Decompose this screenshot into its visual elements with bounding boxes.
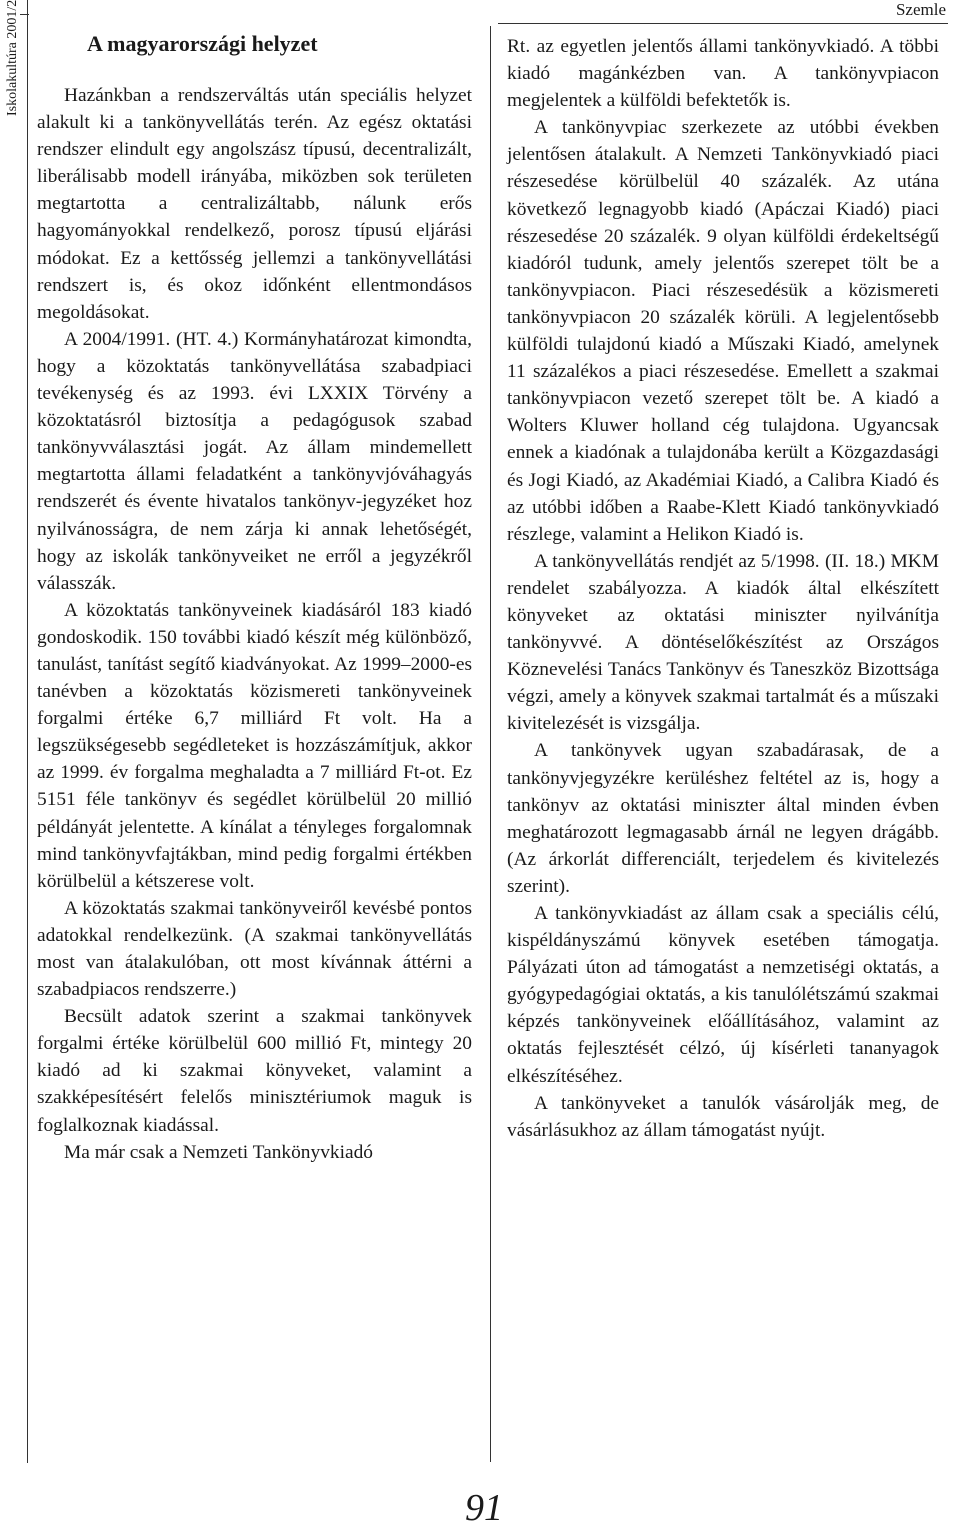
paragraph: A közoktatás tankönyveinek kiadásáról 183 kiadó gondoskodik. 150 további kiadó készít még különböző, tanulást, tanítást segítő kiadványokat. Az 1999–2000-es tanévben a közoktatás közismereti tankönyveinek forgalmi értéke 6,7 milliárd Ft volt. Ha a legszükségesebb segédleteket is hozzászámítjuk, akkor az 1999. év forgalma meghaladta a 7 milliárd Ft-ot. Ez 5151 féle tankönyv és segédlet körülbelül 20 millió példányát jelentette. A kínálat a tényleges forgalomnak mind tankönyvfajtákban, mind pedig forgalmi értékben körülbelül a kétszerese volt.	[37, 599, 472, 892]
column-divider	[490, 26, 491, 1462]
paragraph: A tankönyvpiac szerkezete az utóbbi években jelentősen átalakult. A Nemzeti Tankönyvkiadó piaci részesedése körülbelül 40 százalék. Az utána következő legnagyobb kiadó (Apáczai Kiadó) piaci részesedése 20 százalék. 9 olyan külföldi érdekeltségű kiadóról tudunk, amely jelentős szerepet tölt be a tankönyvpiacon. Piaci részesedésük a közismereti tankönyvpiacon 20 százalék körüli. A legjelentősebb külföldi tulajdonú kiadó a Műszaki Kiadó, amelynek 11 százalékos a piaci részesedése. Emellett a szakmai tankönyvpiacon vezető szerepet tölt be. A kiadó a Wolters Kluwer holland cég tulajdona. Ugyancsak ennek a kiadónak a tulajdonába került a Közgazdasági és Jogi Kiadó, az Akadémiai Kiadó, a Calibra Kiadó és az utóbbi időben a Raabe-Klett Kiadó tankönyvkiadó részlege, valamint a Helikon Kiadó is.	[507, 117, 939, 545]
left-column	[37, 30, 472, 1166]
paragraph: A tankönyveket a tanulók vásárolják meg, de vásárlásukhoz az állam támogatást nyújt.	[507, 1092, 939, 1141]
paragraph: Rt. az egyetlen jelentős állami tankönyvkiadó. A többi kiadó magánkézben van. A tankönyvpiacon megjelentek a külföldi befektetők is.	[507, 36, 939, 112]
paragraph: A tankönyvek ugyan szabadárasak, de a tankönyvjegyzékre kerüléshez feltétel az is, hogy a tankönyv az oktatási miniszter által minden évben meghatározott legmagasabb árnál ne legyen drágább. (Az árkorlát differenciált, terjedelem és kivitelezés szerint).	[507, 740, 939, 897]
paragraph: A tankönyvellátás rendjét az 5/1998. (II. 18.) MKM rendelet szabályozza. A kiadók által elkészített könyveket az oktatási miniszter nyilvánítja tankönyvvé. A döntéselőkészítést az Országos Köznevelési Tanács Tankönyv és Taneszköz Bizottsága végzi, amely a könyvek szakmai tartalmát és a műszaki kivitelezését is vizsgálja.	[507, 550, 939, 735]
paragraph: A közoktatás szakmai tankönyveiről kevésbé pontos adatokkal rendelkezünk. (A szakmai tankönyvellátás most van átalakulóban, ott most kívánnak áttérni a szabadpiacos rendszerre.)	[37, 897, 472, 1001]
paragraph: Ma már csak a Nemzeti Tankönyvkiadó	[64, 1141, 373, 1163]
journal-label: Iskolakultúra 2001/2	[5, 0, 20, 117]
paragraph: A 2004/1991. (HT. 4.) Kormányhatározat kimondta, hogy a közoktatás tankönyvellátása szabadpiaci tevékenység és az 1993. évi LXXIX Törvény a közoktatásról biztosítja a pedagógusok szabad tankönyvválasztási jogát. Az állam mindemellett megtartotta állami feladatként a tankönyvjóváhagyás rendszerét és évente hivatalos tankönyv-jegyzéket hoz nyilvánosságra, de nem zárja ki annak lehetőségét, hogy az iskolák tankönyveiket ne erről a jegyzékről válasszák.	[37, 328, 472, 594]
header-rule	[498, 23, 948, 24]
section-label: Szemle	[895, 0, 946, 19]
right-column	[507, 33, 939, 1144]
section-heading: A magyarországi helyzet	[87, 31, 318, 56]
journal-running-title	[2, 0, 24, 760]
paragraph: A tankönyvkiadást az állam csak a speciális célú, kispéldányszámú könyvek esetében támogatja. Pályázati úton ad támogatást a nemzetiségi oktatás, a gyógypedagógiai oktatás, a kis tanulólétszámú szakmai képzés tankönyveinek előállításához, valamint az oktatás fejlesztését célzó, új kísérleti tananyagok elkészítéséhez.	[507, 903, 939, 1087]
page-number: 91	[465, 1487, 503, 1529]
margin-tick	[20, 14, 29, 15]
paragraph: Becsült adatok szerint a szakmai tankönyvek forgalmi értéke körülbelül 600 millió Ft, mintegy 20 kiadó ad ki szakmai könyveket, valamint a szakképesítésért felelős minisztériumok maguk is foglalkoznak kiadással.	[37, 1006, 472, 1136]
margin-rule	[27, 0, 28, 1463]
paragraph: Hazánkban a rendszerváltás után speciális helyzet alakult ki a tankönyvellátás terén. Az egész oktatási rendszer elindult egy angolszász típusú, decentralizált, liberálisabb modell irányába, miközben sok területen megtartotta a centralizáltabb, nálunk erős hagyományokkal rendelkező, porosz típusú eljárási módokat. Ez a kettősség jellemzi a tankönyvellátási rendszert is, és okoz időnként ellentmondásos megoldásokat.	[37, 85, 472, 323]
